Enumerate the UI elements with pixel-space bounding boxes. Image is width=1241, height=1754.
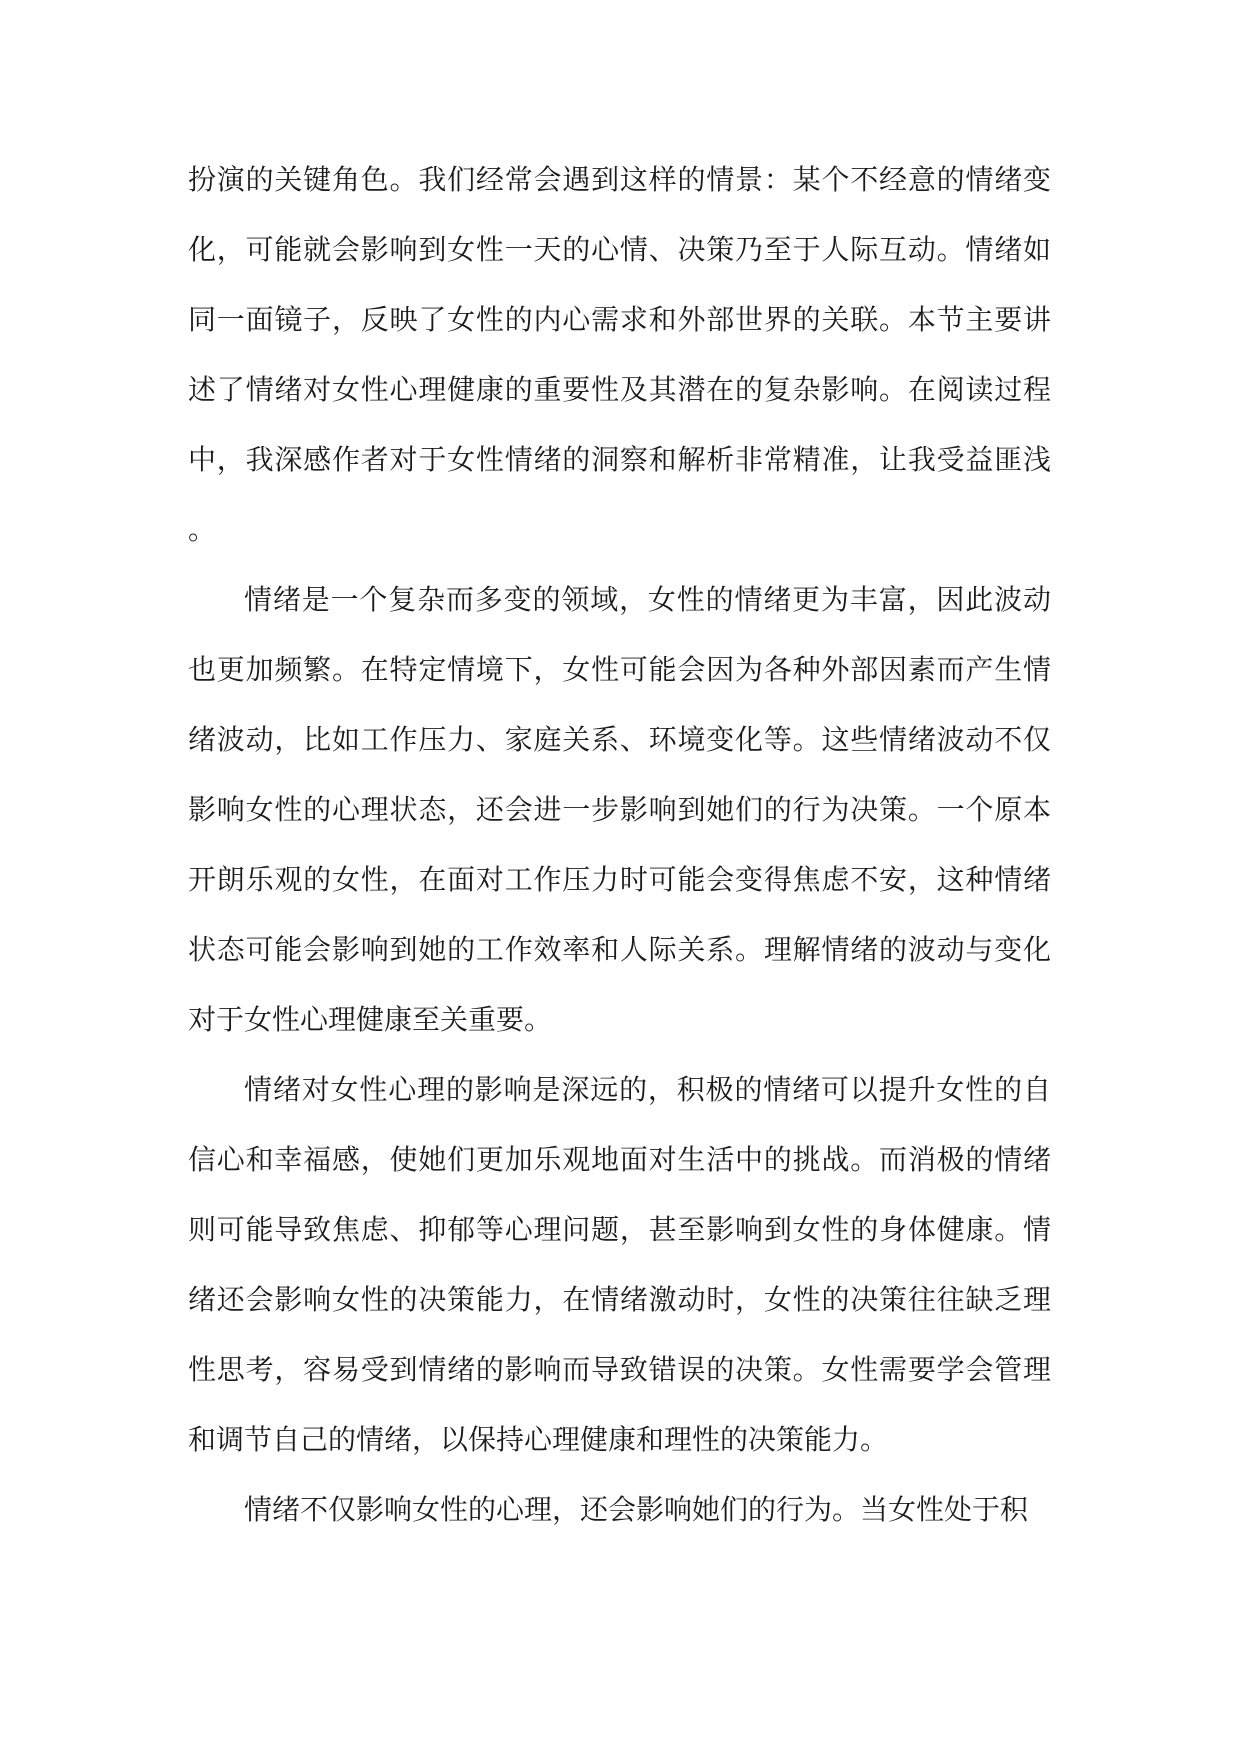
paragraph-1: 扮演的关键角色。我们经常会遇到这样的情景：某个不经意的情绪变化，可能就会影响到女性一天的心情、决策乃至于人际互动。情绪如同一面镜子，反映了女性的内心需求和外部世界的关联。本节主要讲述了情绪对女性心理健康的重要性及其潜在的复杂影响。在阅读过程中，我深感作者对于女性情绪的洞察和解析非常精准，让我受益匪浅。 — [188, 163, 1051, 546]
paragraph-2: 情绪是一个复杂而多变的领域，女性的情绪更为丰富，因此波动也更加频繁。在特定情境下，女性可能会因为各种外部因素而产生情绪波动，比如工作压力、家庭关系、环境变化等。这些情绪波动不仅影响女性的心理状态，还会进一步影响到她们的行为决策。一个原本开朗乐观的女性，在面对工作压力时可能会变得焦虑不安，这种情绪状态可能会影响到她的工作效率和人际关系。理解情绪的波动与变化对于女性心理健康至关重要。 — [188, 583, 1051, 1036]
document-body — [188, 145, 1051, 1545]
paragraph-4: 情绪不仅影响女性的心理，还会影响她们的行为。当女性处于积 — [244, 1493, 1029, 1526]
paragraph-3: 情绪对女性心理的影响是深远的，积极的情绪可以提升女性的自信心和幸福感，使她们更加乐观地面对生活中的挑战。而消极的情绪则可能导致焦虑、抑郁等心理问题，甚至影响到女性的身体健康。情绪还会影响女性的决策能力，在情绪激动时，女性的决策往往缺乏理性思考，容易受到情绪的影响而导致错误的决策。女性需要学会管理和调节自己的情绪，以保持心理健康和理性的决策能力。 — [188, 1073, 1051, 1456]
